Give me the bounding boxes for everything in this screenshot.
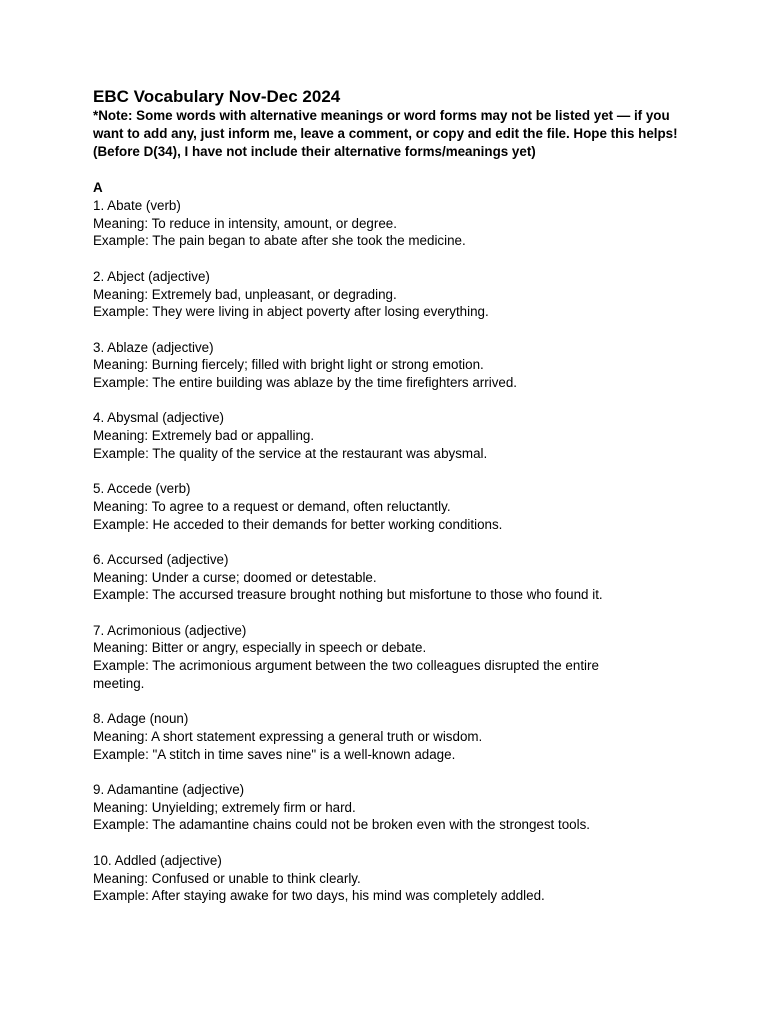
entry-meaning: Meaning: Bitter or angry, especially in speech or debate.	[93, 640, 427, 656]
entry-heading: 1. Abate (verb)	[93, 198, 181, 213]
entry-heading: 9. Adamantine (adjective)	[93, 782, 245, 798]
vocab-entry	[93, 781, 693, 834]
vocab-entry	[93, 268, 693, 321]
section-heading-a: A	[93, 180, 103, 195]
vocab-entry	[93, 480, 693, 533]
entry-heading: 8. Adage (noun)	[93, 711, 189, 727]
entry-meaning: Meaning: Unyielding; extremely firm or hard.	[93, 799, 356, 815]
entry-example: Example: The acrimonious argument between the two colleagues disrupted the entire meeting.	[93, 658, 599, 691]
entry-meaning: Meaning: To agree to a request or demand, often reluctantly.	[93, 498, 451, 514]
entry-meaning: Meaning: Extremely bad, unpleasant, or degrading.	[93, 286, 397, 302]
document-page	[93, 87, 693, 905]
vocab-entry	[93, 710, 693, 763]
entry-example: Example: The entire building was ablaze by the time firefighters arrived.	[93, 375, 518, 390]
entry-heading: 6. Accursed (adjective)	[93, 551, 229, 567]
entry-example: Example: They were living in abject poverty after losing everything.	[93, 304, 489, 320]
entry-meaning: Meaning: Extremely bad or appalling.	[93, 428, 315, 444]
entry-example: Example: The accursed treasure brought nothing but misfortune to those who found it.	[93, 587, 603, 603]
document-title: EBC Vocabulary Nov-Dec 2024	[93, 87, 341, 106]
entry-heading: 4. Abysmal (adjective)	[93, 410, 224, 426]
entry-meaning: Meaning: To reduce in intensity, amount, or degree.	[93, 215, 397, 231]
entry-meaning: Meaning: Burning fiercely; filled with bright light or strong emotion.	[93, 357, 484, 373]
entry-example: Example: "A stitch in time saves nine" is a well-known adage.	[93, 746, 456, 762]
vocab-entry	[93, 339, 693, 392]
entry-meaning: Meaning: A short statement expressing a general truth or wisdom.	[93, 728, 483, 744]
entry-example: Example: The quality of the service at the restaurant was abysmal.	[93, 445, 488, 461]
vocab-entry	[93, 409, 693, 462]
entry-meaning: Meaning: Under a curse; doomed or detestable.	[93, 569, 377, 585]
entry-example: Example: After staying awake for two days, his mind was completely addled.	[93, 888, 545, 904]
vocab-entry	[93, 551, 693, 604]
entry-example: Example: The pain began to abate after she took the medicine.	[93, 233, 466, 249]
entry-heading: 10. Addled (adjective)	[93, 852, 222, 868]
document-note: *Note: Some words with alternative meanings or word forms may not be listed yet — if you want to add any, just inform me, leave a comment, or copy and edit the file. Hope this helps! (Before D(34), I have not include their alternative forms/meanings yet)	[93, 108, 678, 159]
entry-heading: 3. Ablaze (adjective)	[93, 339, 214, 355]
vocab-entry	[93, 852, 693, 905]
entry-heading: 2. Abject (adjective)	[93, 268, 210, 284]
vocab-entry	[93, 197, 693, 250]
entry-example: Example: The adamantine chains could not be broken even with the strongest tools.	[93, 817, 590, 833]
entry-example: Example: He acceded to their demands for better working conditions.	[93, 516, 503, 532]
entry-meaning: Meaning: Confused or unable to think clearly.	[93, 870, 361, 886]
vocab-entry	[93, 622, 693, 693]
entry-heading: 5. Accede (verb)	[93, 481, 191, 497]
entry-heading: 7. Acrimonious (adjective)	[93, 622, 247, 638]
